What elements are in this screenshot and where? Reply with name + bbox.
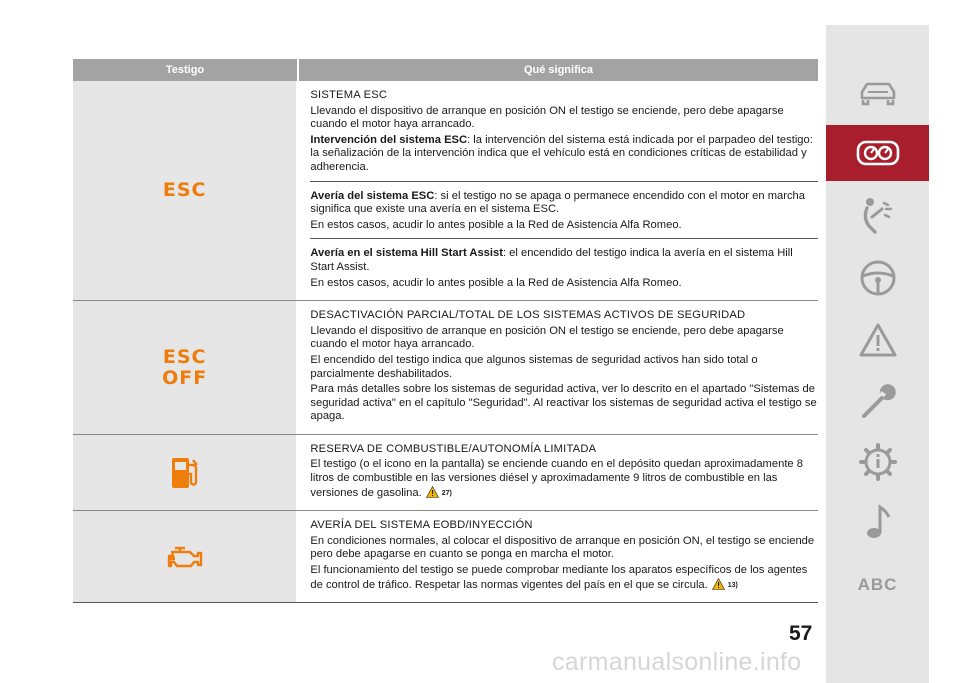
paragraph: En estos casos, acudir lo antes posible a la Red de Asistencia Alfa Romeo.	[310, 276, 682, 289]
bold-term: Avería en el sistema Hill Start Assist	[310, 247, 503, 260]
paragraph-text: El testigo (o el icono en la pantalla) se enciende cuando en el depósito quedan aproximadamente 8 litros de combustible en las versiones diésel y aproximadamente 9 litros de combustible en las versiones de gasolina.	[310, 458, 803, 499]
table-row	[73, 81, 818, 301]
wrench-icon	[858, 382, 898, 422]
bold-term: Intervención del sistema ESC	[310, 133, 468, 146]
esc-off-line: OFF	[162, 366, 208, 389]
chapter-sidebar	[826, 25, 929, 683]
paragraph	[310, 247, 818, 274]
warning-triangle-icon	[858, 322, 898, 358]
subsection	[310, 238, 818, 290]
paragraph: En condiciones normales, al colocar el dispositivo de arranque en posición ON, el testigo se enciende pero debe apagarse en cuanto se ponga en marcha el motor.	[310, 534, 815, 561]
icon-cell	[73, 511, 296, 602]
paragraph: En estos casos, acudir lo antes posible a la Red de Asistencia Alfa Romeo.	[310, 218, 682, 231]
paragraph: Para más detalles sobre los sistemas de seguridad activa, ver lo descrito en el apartado "Sistemas de seguridad activa" en el capítulo "Seguridad". Al reactivar los sistemas de seguridad activa el testigo se apaga.	[310, 383, 817, 423]
row-title: RESERVA DE COMBUSTIBLE/AUTONOMÍA LIMITADA	[310, 442, 597, 455]
table-header	[73, 59, 818, 81]
steering-wheel-icon	[859, 259, 897, 297]
note-reference: 13)	[727, 581, 738, 589]
paragraph: Llevando el dispositivo de arranque en posición ON el testigo se enciende, pero debe apagarse cuando el motor haya arrancado.	[310, 104, 784, 131]
gear-info-icon	[858, 442, 898, 482]
fuel-pump-icon	[168, 455, 202, 491]
chapter-tab-index[interactable]	[826, 565, 929, 605]
row-title: AVERÍA DEL SISTEMA EOBD/INYECCIÓN	[310, 519, 533, 532]
music-note-icon	[863, 503, 893, 541]
chapter-tab-maintenance[interactable]	[826, 377, 929, 427]
warning-triangle-icon	[712, 578, 725, 590]
chapter-tab-dashboard[interactable]	[826, 125, 929, 181]
watermark: carmanualsonline.info	[552, 648, 802, 676]
column-header-meaning: Qué significa	[299, 59, 818, 81]
esc-text-icon: ESC	[162, 179, 207, 202]
paragraph: El encendido del testigo indica que algunos sistemas de seguridad activos han sido total o parcialmente deshabilitados.	[310, 353, 758, 380]
abc-index-label: ABC	[857, 575, 898, 594]
engine-check-icon	[165, 543, 205, 571]
paragraph-text: El funcionamiento del testigo se puede comprobar mediante los aparatos específicos de los agentes de control de tráfico. Respetar las normas vigentes del país en el que se circula.	[310, 564, 808, 591]
table-row	[73, 435, 818, 511]
icon-cell	[73, 81, 296, 300]
chapter-tab-technical-data[interactable]	[826, 437, 929, 487]
table-row	[73, 301, 818, 435]
car-icon	[858, 78, 898, 106]
row-title: DESACTIVACIÓN PARCIAL/TOTAL DE LOS SISTEMAS ACTIVOS DE SEGURIDAD	[310, 309, 746, 322]
paragraph	[310, 458, 818, 500]
paragraph	[310, 190, 818, 217]
paragraph	[310, 134, 818, 175]
description-cell	[298, 511, 818, 602]
description-cell	[298, 435, 818, 510]
paragraph: Llevando el dispositivo de arranque en posición ON el testigo se enciende, pero debe apagarse cuando el motor haya arrancado.	[310, 324, 784, 351]
paragraph-text: : la intervención del sistema está indicada por el parpadeo del testigo: la señalización de la intervención indica que el vehículo está en condiciones críticas de estabilidad y adherencia.	[310, 133, 813, 173]
esc-off-line: ESC	[162, 345, 207, 368]
chapter-tab-safety[interactable]	[826, 190, 929, 240]
warning-lights-table	[73, 59, 818, 603]
chapter-tab-multimedia[interactable]	[826, 497, 929, 547]
icon-cell	[73, 435, 296, 510]
warning-triangle-icon	[426, 486, 439, 498]
row-title: SISTEMA ESC	[310, 89, 388, 101]
note-reference: 27)	[441, 489, 452, 497]
table-row	[73, 511, 818, 603]
chapter-tab-emergency[interactable]	[826, 315, 929, 365]
subsection	[310, 181, 818, 233]
icon-cell	[73, 301, 296, 434]
paragraph	[310, 564, 818, 592]
chapter-tab-driving[interactable]	[826, 253, 929, 303]
chapter-tab-car[interactable]	[826, 70, 929, 114]
dashboard-icon	[856, 139, 900, 167]
page-number: 57	[789, 622, 813, 645]
paragraph-text: : el encendido del testigo indica la avería en el sistema Hill Start Assist.	[310, 247, 793, 273]
description-cell	[298, 81, 818, 300]
description-cell	[298, 301, 818, 434]
column-header-testigo: Testigo	[73, 59, 297, 81]
seat-airbag-icon	[858, 195, 898, 235]
esc-off-icon	[162, 347, 207, 389]
paragraph-text: : si el testigo no se apaga o permanece encendido con el motor en marcha significa que existe una avería en el sistema ESC.	[310, 189, 806, 216]
bold-term: Avería del sistema ESC	[310, 189, 435, 202]
